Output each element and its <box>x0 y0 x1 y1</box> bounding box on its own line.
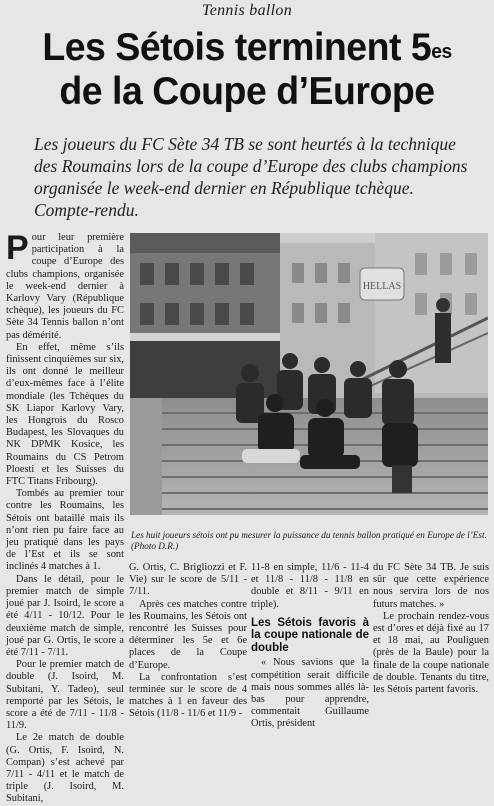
article-column-4 <box>373 562 489 696</box>
photo-sign-text: HELLAS <box>362 281 402 292</box>
paragraph: Pour le premier match de double (J. Isoird, M. Subitani, Y. Tadeo), seul remporté par les Sétois, le score a été de 7/11 - 11/8 - 11/9. <box>6 659 124 732</box>
photo-caption: Les huit joueurs sétois ont pu mesurer la puissance du tennis ballon pratiqué en Europe de l’Est. (Photo D.R.) <box>131 530 487 551</box>
headline-line-2: de la Coupe d’Europe <box>59 70 435 113</box>
article-column-3 <box>251 562 369 731</box>
paragraph: Dans le détail, pour le premier match de simple joué par J. Isoird, le score a été 4/11 - 10/12. Pour le deuxième match de simple, joué par G. Ortis, le score a été 7/11 - 7/11. <box>6 573 124 658</box>
drop-cap: P <box>6 229 29 267</box>
headline-line-1: Les Sétois terminent $5^{es}$ <box>42 26 452 69</box>
paragraph: En effet, même s’ils finissent cinquièmes sur six, ils ont donné le meilleur d’eux-mêmes face à l’élite mondiale (les Tchèques du SK Liapor Karlovy Vary, les Hongrois du Rosco Budapest, les Slovaques du NK DPMK Kosice, les Roumains du CS Petrom Ploesti et les Suisses du FTC Titans Fribourg). <box>6 341 124 488</box>
paragraph: Après ces matches contre les Roumains, les Sétois ont rencontré les Suisses pour déterminer les 5e et 6e places de la Coupe d’Europe. <box>129 598 247 671</box>
paragraph: Le 2e match de double (G. Ortis, F. Isoird, N. Compan) s’est achevé par 7/11 - 4/11 et le match de triple (J. Isoird, M. Subitani, <box>6 732 124 805</box>
paragraph: 11-8 en simple, 11/6 - 11-4 et 11/8 - 11/8 - 11/8 en double et 8/11 - 9/11 en triple). <box>251 562 369 610</box>
headline-superscript: es <box>431 41 452 63</box>
headline <box>10 26 484 114</box>
paragraph: Tombés au premier tour contre les Roumains, les Sétois ont bataillé mais ils n’ont rien pu faire face au jeu pratiqué dans les pays de l’Est et ils se sont inclinés 4 matches à 1. <box>6 488 124 573</box>
standfirst: Les joueurs du FC Sète 34 TB se sont heurtés à la technique des Roumains lors de la coupe d’Europe des clubs champions organisée le week-end dernier en République tchèque. Compte-rendu. <box>34 134 468 220</box>
paragraph: du FC Sète 34 TB. Je suis sûr que cette expérience nous servira lors de nos futurs matches. » <box>373 562 489 610</box>
article-column-1 <box>6 229 124 806</box>
paragraph-intro: Pour leur première participation à la coupe d’Europe des clubs champions, organisée le week-end dernier à Karlovy Vary (République tchèque), les joueurs du FC Sète 34 Tennis ballon n’ont pas démérité. <box>6 229 124 341</box>
paragraph: G. Ortis, C. Brigliozzi et F. Vie) sur le score de 5/11 - 7/11. <box>129 562 247 598</box>
paragraph: La confrontation s’est terminée sur le score de 4 matches à 1 en faveur des Sétois (11/8 - 11/6 et 11/9 - <box>129 671 247 720</box>
section-rubric: Tennis ballon <box>202 2 292 19</box>
paragraph: Le prochain rendez-vous est d’ores et déjà fixé au 17 et 18 mai, au Pouliguen (près de la Baule) pour la finale de la coupe nationale de double. Tenants du titre, les Sétois partent favoris. <box>373 610 489 696</box>
subheading: Les Sétois favoris à la coupe nationale de double <box>251 616 369 654</box>
team-photo-illustration <box>130 233 488 515</box>
team-photo <box>130 233 488 515</box>
article-column-2 <box>129 562 247 721</box>
paragraph: « Nous savions que la compétition serait difficile mais nous sommes allés là-bas pour apprendre, commentait Guillaume Ortis, président <box>251 657 369 730</box>
